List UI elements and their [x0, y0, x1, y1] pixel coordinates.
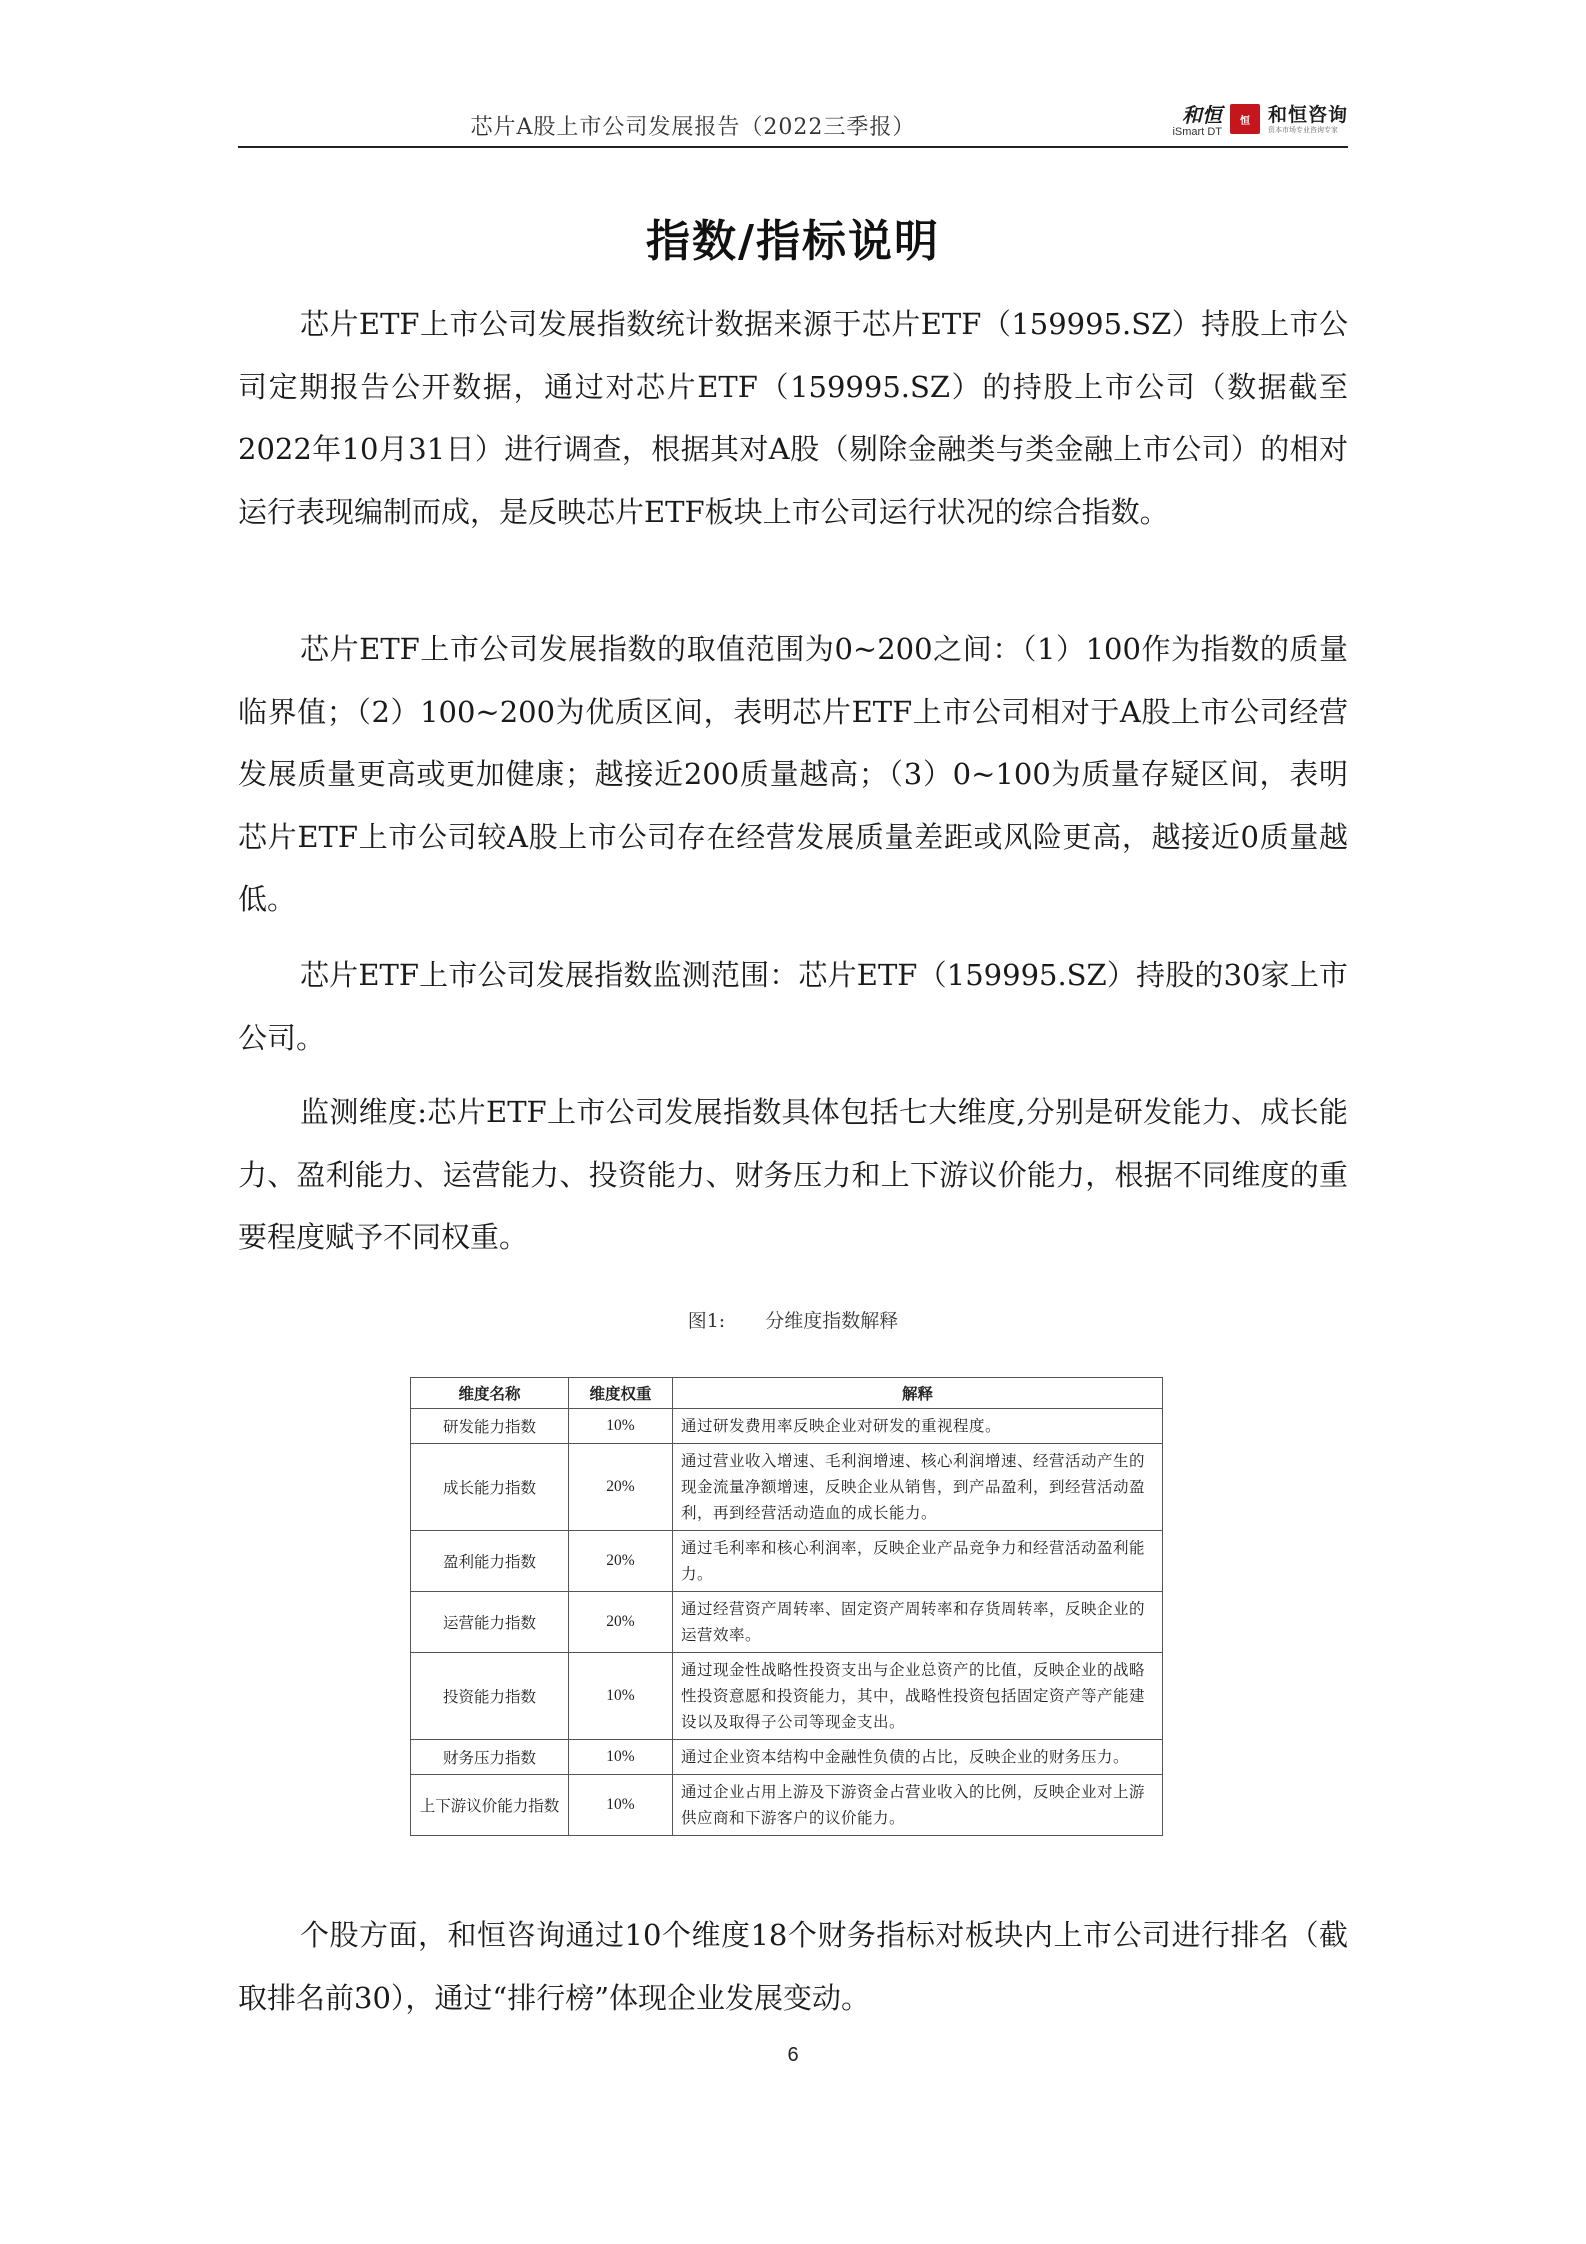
table-header-row: [411, 1378, 1163, 1409]
table-row: [411, 1653, 1163, 1740]
header-dimension-name: 维度名称: [411, 1378, 569, 1409]
heheng-logo-name: 和恒咨询: [1267, 104, 1348, 126]
dimension-explanation: 通过经营资产周转率、固定资产周转率和存货周转率，反映企业的运营效率。: [673, 1592, 1163, 1653]
dimension-explanation: 通过企业占用上游及下游资金占营业收入的比例，反映企业对上游供应商和下游客户的议价能力。: [673, 1775, 1163, 1836]
report-title: 芯片A股上市公司发展报告（2022三季报）: [470, 115, 916, 140]
dimension-table: [410, 1377, 1163, 1836]
dimension-explanation: 通过毛利率和核心利润率，反映企业产品竞争力和经营活动盈利能力。: [673, 1531, 1163, 1592]
dimension-weight: 20%: [569, 1531, 673, 1592]
table-row: [411, 1740, 1163, 1775]
dimension-name: 研发能力指数: [411, 1409, 569, 1444]
dimension-name: 投资能力指数: [411, 1653, 569, 1740]
table-row: [411, 1409, 1163, 1444]
page-title: 指数/指标说明: [645, 216, 941, 267]
paragraph-ranking: 个股方面，和恒咨询通过10个维度18个财务指标对板块内上市公司进行排名（截取排名前30），通过“排行榜”体现企业发展变动。: [238, 1918, 1348, 2015]
table-row: [411, 1775, 1163, 1836]
seal-logo-icon: 恒: [1230, 104, 1260, 134]
dimension-name: 上下游议价能力指数: [411, 1775, 569, 1836]
table-row: [411, 1592, 1163, 1653]
page-number: 6: [787, 2044, 799, 2066]
ismart-logo-sub: iSmart DT: [1172, 126, 1222, 138]
figure-caption: [238, 1306, 1348, 1333]
heheng-consulting-logo: [1268, 104, 1348, 135]
table-row: [411, 1444, 1163, 1531]
dimension-weight: 20%: [569, 1444, 673, 1531]
page-header: [238, 100, 1348, 148]
figure-title: 分维度指数解释: [765, 1310, 899, 1332]
dimension-weight: 10%: [569, 1409, 673, 1444]
ismart-logo-script: 和恒: [1181, 103, 1222, 127]
table-row: [411, 1531, 1163, 1592]
company-logos: [1172, 104, 1348, 138]
ismart-logo: [1172, 104, 1222, 138]
figure-label: 图1:: [687, 1310, 726, 1332]
heheng-logo-sub: 资本市场专业咨询专家: [1267, 126, 1338, 134]
dimension-name: 运营能力指数: [411, 1592, 569, 1653]
paragraph-monitoring-scope: 芯片ETF上市公司发展指数监测范围：芯片ETF（159995.SZ）持股的30家上市公司。: [238, 958, 1348, 1055]
header-dimension-weight: 维度权重: [569, 1378, 673, 1409]
dimension-name: 财务压力指数: [411, 1740, 569, 1775]
paragraph-data-source: 芯片ETF上市公司发展指数统计数据来源于芯片ETF（159995.SZ）持股上市公司定期报告公开数据，通过对芯片ETF（159995.SZ）的持股上市公司（数据截至2022年10月31日）进行调查，根据其对A股（剔除金融类与类金融上市公司）的相对运行表现编制而成，是反映芯片ETF板块上市公司运行状况的综合指数。: [238, 307, 1348, 529]
dimension-weight: 10%: [569, 1775, 673, 1836]
dimension-explanation: 通过研发费用率反映企业对研发的重视程度。: [673, 1409, 1163, 1444]
dimension-name: 盈利能力指数: [411, 1531, 569, 1592]
dimension-weight: 20%: [569, 1592, 673, 1653]
dimension-name: 成长能力指数: [411, 1444, 569, 1531]
dimension-explanation: 通过营业收入增速、毛利润增速、核心利润增速、经营活动产生的现金流量净额增速，反映企业从销售，到产品盈利，到经营活动盈利，再到经营活动造血的成长能力。: [673, 1444, 1163, 1531]
dimension-explanation: 通过企业资本结构中金融性负债的占比，反映企业的财务压力。: [673, 1740, 1163, 1775]
paragraph-value-range: 芯片ETF上市公司发展指数的取值范围为0~200之间：（1）100作为指数的质量临界值；（2）100~200为优质区间，表明芯片ETF上市公司相对于A股上市公司经营发展质量更高或更加健康；越接近200质量越高；（3）0~100为质量存疑区间，表明芯片ETF上市公司较A股上市公司存在经营发展质量差距或风险更高，越接近0质量越低。: [238, 632, 1348, 916]
dimension-weight: 10%: [569, 1740, 673, 1775]
paragraph-monitoring-dimensions: 监测维度:芯片ETF上市公司发展指数具体包括七大维度,分别是研发能力、成长能力、盈利能力、运营能力、投资能力、财务压力和上下游议价能力，根据不同维度的重要程度赋予不同权重。: [238, 1095, 1348, 1254]
dimension-weight: 10%: [569, 1653, 673, 1740]
header-explanation: 解释: [673, 1378, 1163, 1409]
dimension-explanation: 通过现金性战略性投资支出与企业总资产的比值，反映企业的战略性投资意愿和投资能力，其中，战略性投资包括固定资产等产能建设以及取得子公司等现金支出。: [673, 1653, 1163, 1740]
